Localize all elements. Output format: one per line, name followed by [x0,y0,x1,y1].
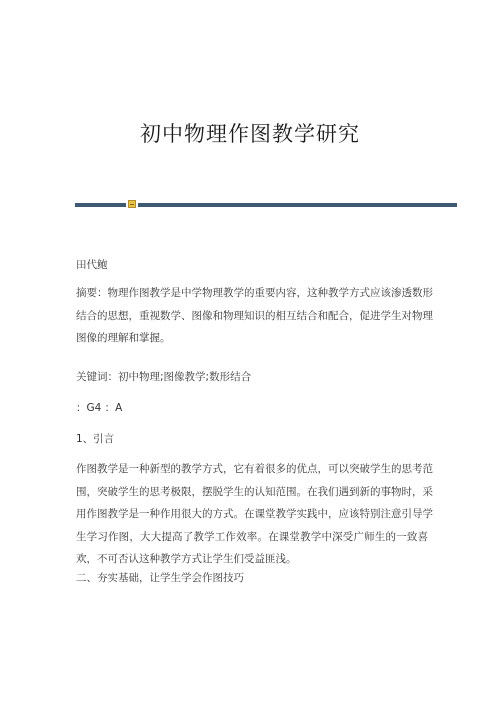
intro-paragraph [76,458,433,571]
classification-line: ：G4 ：A [76,402,123,414]
section-heading-basics: 二、夯实基础，让学生学会作图技巧 [76,572,244,584]
divider-ornament-icon [128,200,136,208]
intro-line: 生学习作图，大大提高了教学工作效率。在课堂教学中深受广师生的一致喜 [76,530,428,543]
title-divider [75,203,457,208]
intro-line: 欢，不可否认这种教学方式让学生们受益匪浅。 [76,553,297,565]
intro-line: 作图教学是一种新型的教学方式，它有着很多的优点，可以突破学生的思考范 [76,463,433,475]
abstract-line: 结合的思想，重视数学、图像和物理知识的相互结合和配合，促进学生对物理 [76,309,433,322]
divider-bar-left [75,203,126,207]
keywords-line: 关键词：初中物理;图像教学;数形结合 [76,371,252,383]
divider-bar-right [138,203,457,207]
author-name: 田代鲍 [76,259,108,271]
abstract-line: 摘要：物理作图教学是中学物理教学的重要内容，这种教学方式应该渗透数形 [76,287,433,299]
section-heading-intro: 1、引言 [76,433,115,445]
abstract-line: 图像的理解和掌握。 [76,332,171,344]
intro-line: 围，突破学生的思考极限，摆脱学生的认知范围。在我们遇到新的事物时，采 [76,485,433,498]
intro-line: 用作图教学是一种作用很大的方式。在课堂教学实践中，应该特别注意引导学 [76,508,433,520]
document-title: 初中物理作图教学研究 [140,122,360,146]
abstract-paragraph [76,282,433,350]
